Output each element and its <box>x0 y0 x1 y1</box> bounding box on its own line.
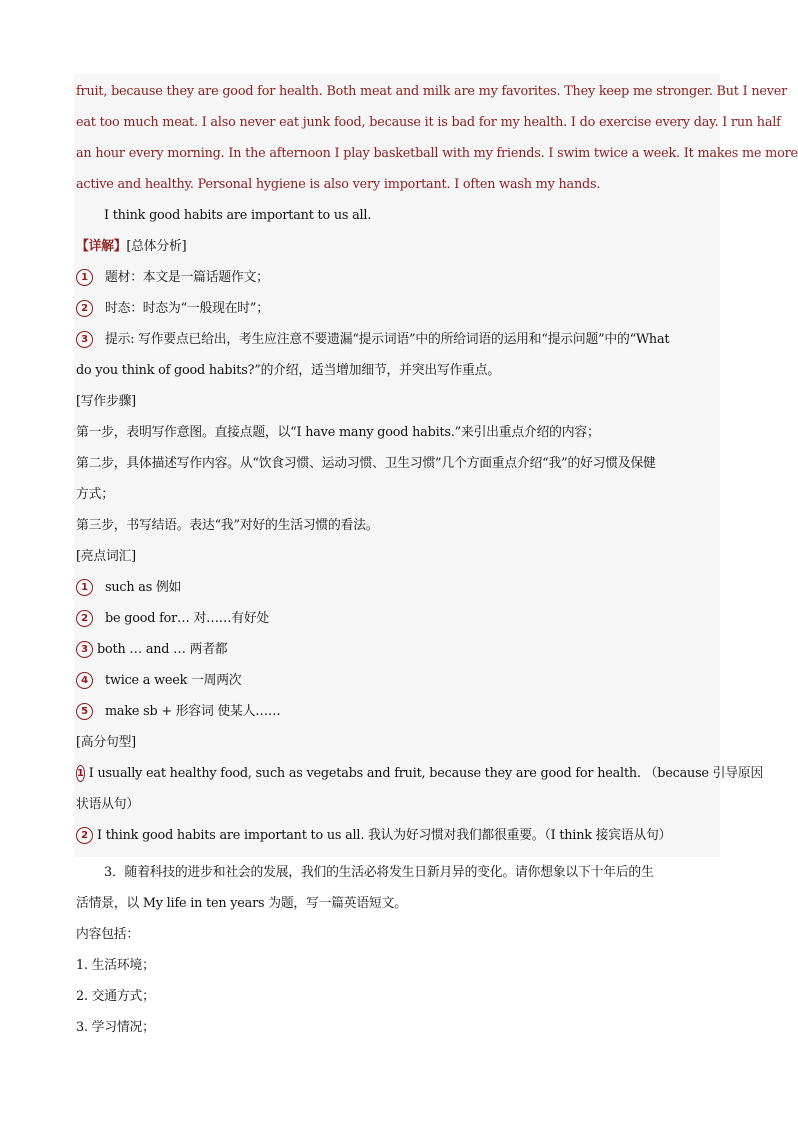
step-2: 第二步，具体描述写作内容。从“饮食习惯、运动习惯、卫生习惯”几个方面重点介绍“我”的好习惯及保健 <box>76 456 656 471</box>
vocab-item-text: twice a week 一周两次 <box>105 673 242 688</box>
circled-number-icon: 5 <box>76 703 93 720</box>
step-3: 第三步，书写结语。表达“我”对好的生活习惯的看法。 <box>76 518 379 533</box>
step-1: 第一步，表明写作意图。直接点题，以“I have many good habits.”来引出重点介绍的内容； <box>76 425 600 440</box>
analysis-point-1 <box>76 262 718 293</box>
question-line-2: 活情景，以 My life in ten years 为题，写一篇英语短文。 <box>76 896 407 911</box>
circled-number-icon: 1 <box>76 269 93 286</box>
circled-number-icon: 4 <box>76 672 93 689</box>
essay-line-4: active and healthy. Personal hygiene is also very important. I often wash my hands. <box>76 177 601 192</box>
circled-number-icon: 2 <box>76 300 93 317</box>
answer-content <box>76 76 798 851</box>
sentence-text: I think good habits are important to us all. 我认为好习惯对我们都很重要。（I think 接宾语从句） <box>97 828 672 843</box>
vocab-item-5 <box>76 696 718 727</box>
content-item-3: 3. 学习情况； <box>76 1020 155 1035</box>
step-2-continued: 方式； <box>76 487 114 502</box>
sentence-text: I usually eat healthy food, such as vegetabs and fruit, because they are good for health. （because 引导原因 <box>88 766 764 781</box>
essay-closing: I think good habits are important to us all. <box>104 208 372 223</box>
vocab-item-text: be good for… 对……有好处 <box>105 611 270 626</box>
contents-label: 内容包括： <box>76 927 139 942</box>
vocab-heading: [亮点词汇] <box>76 549 136 564</box>
sentence-2 <box>76 820 718 851</box>
analysis-point-3-continued: do you think of good habits?”的介绍，适当增加细节，并突出写作重点。 <box>76 363 500 378</box>
question-section <box>76 857 718 1043</box>
vocab-item-4 <box>76 665 718 696</box>
vocab-item-3 <box>76 634 718 665</box>
steps-heading: [写作步骤] <box>76 394 136 409</box>
vocab-item-1 <box>76 572 718 603</box>
essay-line-2: eat too much meat. I also never eat junk food, because it is bad for my health. I do exercise every day. I run half <box>76 115 781 130</box>
essay-line-3: an hour every morning. In the afternoon I play basketball with my friends. I swim twice a week. It makes me more <box>76 146 798 161</box>
circled-number-icon: 3 <box>76 641 93 658</box>
question-line-1: 3．随着科技的进步和社会的发展，我们的生活必将发生日新月异的变化。请你想象以下十年后的生 <box>104 865 654 880</box>
analysis-point-3 <box>76 324 718 355</box>
analysis-point-text: 题材：本文是一篇话题作文； <box>105 270 269 285</box>
analysis-point-2 <box>76 293 718 324</box>
sentences-heading: [高分句型] <box>76 735 136 750</box>
circled-number-icon: 2 <box>76 827 93 844</box>
vocab-item-text: make sb + 形容词 使某人…… <box>105 704 281 719</box>
analysis-point-text: 提示: 写作要点已给出，考生应注意不要遗漏“提示词语”中的所给词语的运用和“提示问题”中的“What <box>105 332 670 347</box>
content-item-1: 1. 生活环境； <box>76 958 155 973</box>
circled-number-icon: 3 <box>76 331 93 348</box>
vocab-item-text: such as 例如 <box>105 580 182 595</box>
detail-bracket-label: 【详解】 <box>76 239 127 254</box>
essay-line-1: fruit, because they are good for health. Both meat and milk are my favorites. They keep me stronger. But I never <box>76 84 788 99</box>
overall-analysis-label: [总体分析] <box>126 239 187 254</box>
analysis-heading <box>76 231 718 262</box>
circled-number-icon: 1 <box>76 579 93 596</box>
sentence-1 <box>76 758 764 789</box>
sentence-1-continued: 状语从句） <box>76 797 139 812</box>
circled-number-icon: 1 <box>76 765 85 782</box>
circled-number-icon: 2 <box>76 610 93 627</box>
analysis-point-text: 时态：时态为“一般现在时”； <box>105 301 269 316</box>
content-item-2: 2. 交通方式； <box>76 989 155 1004</box>
vocab-item-text: both … and … 两者都 <box>97 642 228 657</box>
vocab-item-2 <box>76 603 718 634</box>
